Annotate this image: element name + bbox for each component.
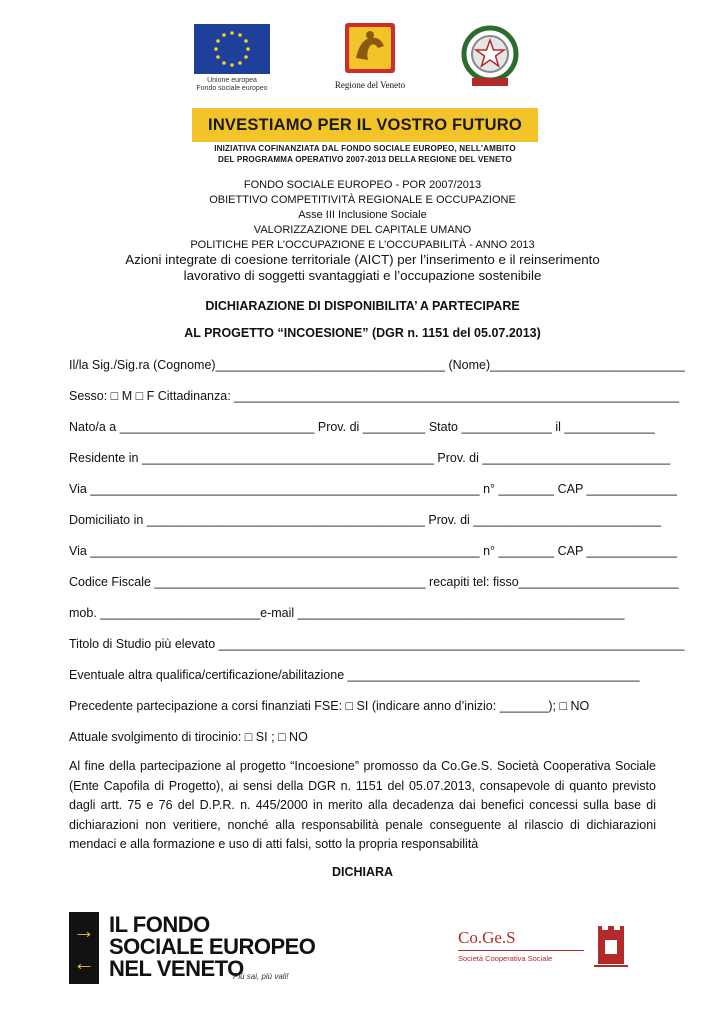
fse-logo-line-2: SOCIALE EUROPEO [109, 934, 316, 959]
previous-fse-courses-field[interactable]: Precedente partecipazione a corsi finanziati FSE: □ SI (indicare anno d’inizio: _______); □ NO [69, 699, 590, 713]
heading-line-2: OBIETTIVO COMPETITIVITÀ REGIONALE E OCCUPAZIONE [209, 194, 516, 206]
surname-name-field[interactable]: Il/la Sig./Sig.ra (Cognome)_________________________________ (Nome)____________________________ [69, 358, 685, 372]
banner-subtitle-1: INIZIATIVA COFINANZIATA DAL FONDO SOCIALE EUROPEO, NELL'AMBITO [214, 144, 516, 153]
veneto-caption: Regione del Veneto [334, 80, 406, 90]
slogan-banner [192, 108, 538, 142]
residence-field[interactable]: Residente in __________________________________________ Prov. di ___________________________ [69, 451, 671, 465]
arrow-left-icon: ← [73, 950, 95, 975]
fse-arrow-box [69, 912, 99, 984]
document-subtitle: AL PROGETTO “INCOESIONE” (DGR n. 1151 del 05.07.2013) [184, 326, 541, 340]
eu-caption-2: Fondo sociale europeo [196, 85, 268, 92]
fse-logo-line-1: IL FONDO [109, 912, 210, 937]
mobile-email-field[interactable]: mob. _______________________e-mail _______________________________________________ [69, 606, 625, 620]
eu-logo [193, 24, 271, 93]
banner-title: INVESTIAMO PER IL VOSTRO FUTURO [208, 116, 522, 134]
domicile-field[interactable]: Domiciliato in ________________________________________ Prov. di ___________________________ [69, 513, 661, 527]
residence-address-field[interactable]: Via ________________________________________________________ n° ________ CAP _____________ [69, 482, 677, 496]
heading-line-1: FONDO SOCIALE EUROPEO - POR 2007/2013 [243, 179, 482, 191]
internship-field[interactable]: Attuale svolgimento di tirocinio: □ SI ; □ NO [69, 730, 308, 744]
sex-citizenship-field[interactable]: Sesso: □ M □ F Cittadinanza: ________________________________________________________________ [69, 389, 680, 403]
heading-line-3: Asse III Inclusione Sociale [298, 209, 427, 221]
heading-line-7: lavorativo di soggetti svantaggiati e l’occupazione sostenibile [183, 268, 542, 283]
banner-subtitle [192, 144, 538, 165]
birth-field[interactable]: Nato/a a ____________________________ Prov. di _________ Stato _____________ il _____________ [69, 420, 655, 434]
fse-tagline: Più sai, più vali! [233, 972, 289, 981]
eu-caption-1: Unione europea [207, 77, 257, 84]
document-title: DICHIARAZIONE DI DISPONIBILITA’ A PARTECIPARE [205, 299, 520, 313]
banner-subtitle-2: DEL PROGRAMMA OPERATIVO 2007-2013 DELLA REGIONE DEL VENETO [218, 154, 512, 164]
veneto-lion-icon [344, 22, 396, 74]
declares-heading: DICHIARA [331, 865, 394, 879]
veneto-logo [326, 22, 414, 90]
domicile-address-field[interactable]: Via ________________________________________________________ n° ________ CAP _____________ [69, 544, 677, 558]
heading-line-6: Azioni integrate di coesione territoriale (AICT) per l’inserimento e il reinserimento [125, 252, 600, 267]
qualification-field[interactable]: Eventuale altra qualifica/certificazione/abilitazione __________________________________________ [69, 668, 640, 682]
education-field[interactable]: Titolo di Studio più elevato ___________________________________________________________________ [69, 637, 685, 651]
coges-subtitle: Società Cooperativa Sociale [458, 954, 553, 963]
heading-line-4: VALORIZZAZIONE DEL CAPITALE UMANO [253, 224, 472, 236]
fse-veneto-logo [69, 912, 317, 984]
coges-divider [458, 950, 584, 951]
coges-logo [458, 918, 658, 978]
arrow-right-icon: → [73, 918, 95, 943]
declaration-paragraph: Al fine della partecipazione al progetto “Incoesione” promosso da Co.Ge.S. Società Cooperativa Sociale (Ente Capofila di Progetto), ai sensi della DGR n. 1151 del 05.07.2013, consapevole di quanto previsto dagli artt. 75 e 76 del D.P.R. n. 445/2000 in merito alla decadenza dai benefici concessi sulla base di dichiarazioni non veritiere, nonché alla responsabilità penale conseguente al rilascio di dichiarazioni mendaci e alla formazione e uso di atti falsi, sotto la propria responsabilità [69, 759, 656, 852]
coges-tower-icon [588, 920, 634, 970]
heading-line-5: POLITICHE PER L’OCCUPAZIONE E L’OCCUPABILITÀ - ANNO 2013 [190, 239, 535, 251]
italy-emblem-icon [458, 22, 522, 92]
fse-logo-line-3: NEL VENETO [109, 956, 244, 981]
eu-flag-icon [194, 24, 270, 74]
coges-name: Co.Ge.S [458, 928, 516, 947]
tax-code-phone-field[interactable]: Codice Fiscale _______________________________________ recapiti tel: fisso_______________________ [69, 575, 679, 589]
